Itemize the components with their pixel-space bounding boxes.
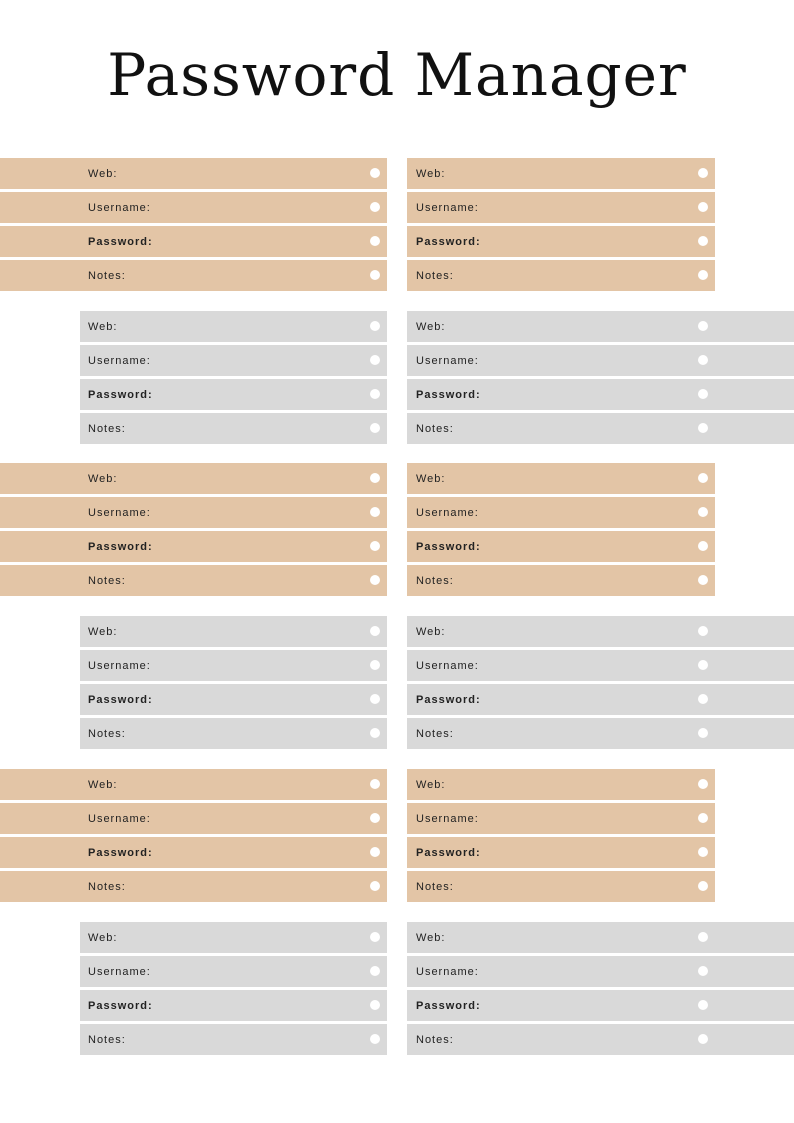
web-label: Web: [416,778,446,791]
username-field[interactable] [407,803,715,834]
notes-label: Notes: [88,269,126,282]
password-card [407,769,715,903]
bullet-dot-icon [370,1000,380,1010]
username-field[interactable] [407,345,794,376]
bullet-dot-icon [698,236,708,246]
page-title: Password Manager [107,41,687,109]
bullet-dot-icon [698,575,708,585]
web-field[interactable] [407,463,715,494]
password-card [407,616,794,750]
bullet-dot-icon [698,541,708,551]
web-label: Web: [88,778,118,791]
bullet-dot-icon [698,423,708,433]
username-label: Username: [88,506,151,519]
web-field[interactable] [407,311,794,342]
username-label: Username: [88,659,151,672]
password-label: Password: [88,693,153,706]
bullet-dot-icon [370,321,380,331]
bullet-dot-icon [698,473,708,483]
password-field[interactable] [80,379,387,410]
username-field[interactable] [80,650,387,681]
password-card [0,463,387,597]
bullet-dot-icon [370,355,380,365]
notes-field[interactable] [407,718,794,749]
password-card [0,769,387,903]
notes-field[interactable] [0,565,387,596]
notes-field[interactable] [407,260,715,291]
notes-label: Notes: [416,727,454,740]
password-card [407,311,794,445]
notes-field[interactable] [80,413,387,444]
password-label: Password: [416,235,481,248]
notes-label: Notes: [88,1033,126,1046]
notes-label: Notes: [416,422,454,435]
password-label: Password: [416,846,481,859]
username-field[interactable] [407,497,715,528]
username-label: Username: [416,201,479,214]
password-card [0,158,387,292]
bullet-dot-icon [698,1034,708,1044]
username-field[interactable] [407,192,715,223]
password-card [407,922,794,1056]
username-label: Username: [416,659,479,672]
password-card [80,922,387,1056]
password-field[interactable] [407,684,794,715]
password-field[interactable] [0,837,387,868]
bullet-dot-icon [370,1034,380,1044]
username-label: Username: [416,354,479,367]
notes-field[interactable] [407,871,715,902]
bullet-dot-icon [698,779,708,789]
bullet-dot-icon [698,847,708,857]
bullet-dot-icon [370,389,380,399]
bullet-dot-icon [698,355,708,365]
web-field[interactable] [0,158,387,189]
username-label: Username: [416,812,479,825]
bullet-dot-icon [698,966,708,976]
web-field[interactable] [80,311,387,342]
password-label: Password: [416,693,481,706]
notes-label: Notes: [88,422,126,435]
username-label: Username: [88,201,151,214]
password-card [407,158,715,292]
notes-field[interactable] [407,1024,794,1055]
notes-label: Notes: [416,574,454,587]
notes-label: Notes: [88,880,126,893]
web-field[interactable] [0,769,387,800]
notes-label: Notes: [88,727,126,740]
notes-label: Notes: [88,574,126,587]
bullet-dot-icon [370,202,380,212]
password-field[interactable] [80,684,387,715]
password-field[interactable] [0,531,387,562]
web-field[interactable] [80,922,387,953]
bullet-dot-icon [370,966,380,976]
bullet-dot-icon [698,321,708,331]
web-field[interactable] [407,769,715,800]
password-field[interactable] [407,226,715,257]
bullet-dot-icon [370,473,380,483]
notes-field[interactable] [407,565,715,596]
password-card [407,463,715,597]
web-label: Web: [88,472,118,485]
username-field[interactable] [80,956,387,987]
bullet-dot-icon [698,270,708,280]
notes-field[interactable] [0,871,387,902]
bullet-dot-icon [698,507,708,517]
bullet-dot-icon [370,575,380,585]
bullet-dot-icon [370,881,380,891]
password-label: Password: [416,388,481,401]
password-label: Password: [88,846,153,859]
password-field[interactable] [407,531,715,562]
password-label: Password: [88,388,153,401]
web-field[interactable] [407,158,715,189]
bullet-dot-icon [698,932,708,942]
bullet-dot-icon [370,423,380,433]
notes-field[interactable] [0,260,387,291]
bullet-dot-icon [698,1000,708,1010]
password-label: Password: [88,999,153,1012]
bullet-dot-icon [370,694,380,704]
web-field[interactable] [407,616,794,647]
password-card [80,616,387,750]
notes-label: Notes: [416,269,454,282]
bullet-dot-icon [698,202,708,212]
web-label: Web: [416,625,446,638]
password-field[interactable] [407,837,715,868]
bullet-dot-icon [370,813,380,823]
password-label: Password: [416,999,481,1012]
bullet-dot-icon [370,728,380,738]
username-label: Username: [88,354,151,367]
web-label: Web: [88,931,118,944]
username-label: Username: [88,965,151,978]
password-field[interactable] [407,379,794,410]
bullet-dot-icon [370,541,380,551]
bullet-dot-icon [698,389,708,399]
web-label: Web: [416,931,446,944]
username-label: Username: [416,965,479,978]
web-label: Web: [88,625,118,638]
bullet-dot-icon [370,779,380,789]
password-field[interactable] [407,990,794,1021]
bullet-dot-icon [698,813,708,823]
bullet-dot-icon [698,881,708,891]
username-label: Username: [416,506,479,519]
bullet-dot-icon [698,694,708,704]
notes-field[interactable] [407,413,794,444]
password-field[interactable] [80,990,387,1021]
password-label: Password: [88,235,153,248]
web-label: Web: [88,167,118,180]
web-label: Web: [416,472,446,485]
web-field[interactable] [80,616,387,647]
username-field[interactable] [0,192,387,223]
bullet-dot-icon [370,847,380,857]
bullet-dot-icon [698,626,708,636]
bullet-dot-icon [370,168,380,178]
web-label: Web: [416,320,446,333]
bullet-dot-icon [370,236,380,246]
password-card [80,311,387,445]
bullet-dot-icon [698,168,708,178]
username-label: Username: [88,812,151,825]
notes-label: Notes: [416,880,454,893]
username-field[interactable] [407,956,794,987]
bullet-dot-icon [698,660,708,670]
username-field[interactable] [407,650,794,681]
bullet-dot-icon [370,507,380,517]
web-field[interactable] [0,463,387,494]
web-label: Web: [88,320,118,333]
password-label: Password: [416,540,481,553]
username-field[interactable] [0,497,387,528]
password-field[interactable] [0,226,387,257]
bullet-dot-icon [370,626,380,636]
web-label: Web: [416,167,446,180]
password-label: Password: [88,540,153,553]
bullet-dot-icon [370,660,380,670]
bullet-dot-icon [370,932,380,942]
bullet-dot-icon [698,728,708,738]
notes-field[interactable] [80,1024,387,1055]
username-field[interactable] [80,345,387,376]
notes-label: Notes: [416,1033,454,1046]
notes-field[interactable] [80,718,387,749]
web-field[interactable] [407,922,794,953]
bullet-dot-icon [370,270,380,280]
username-field[interactable] [0,803,387,834]
